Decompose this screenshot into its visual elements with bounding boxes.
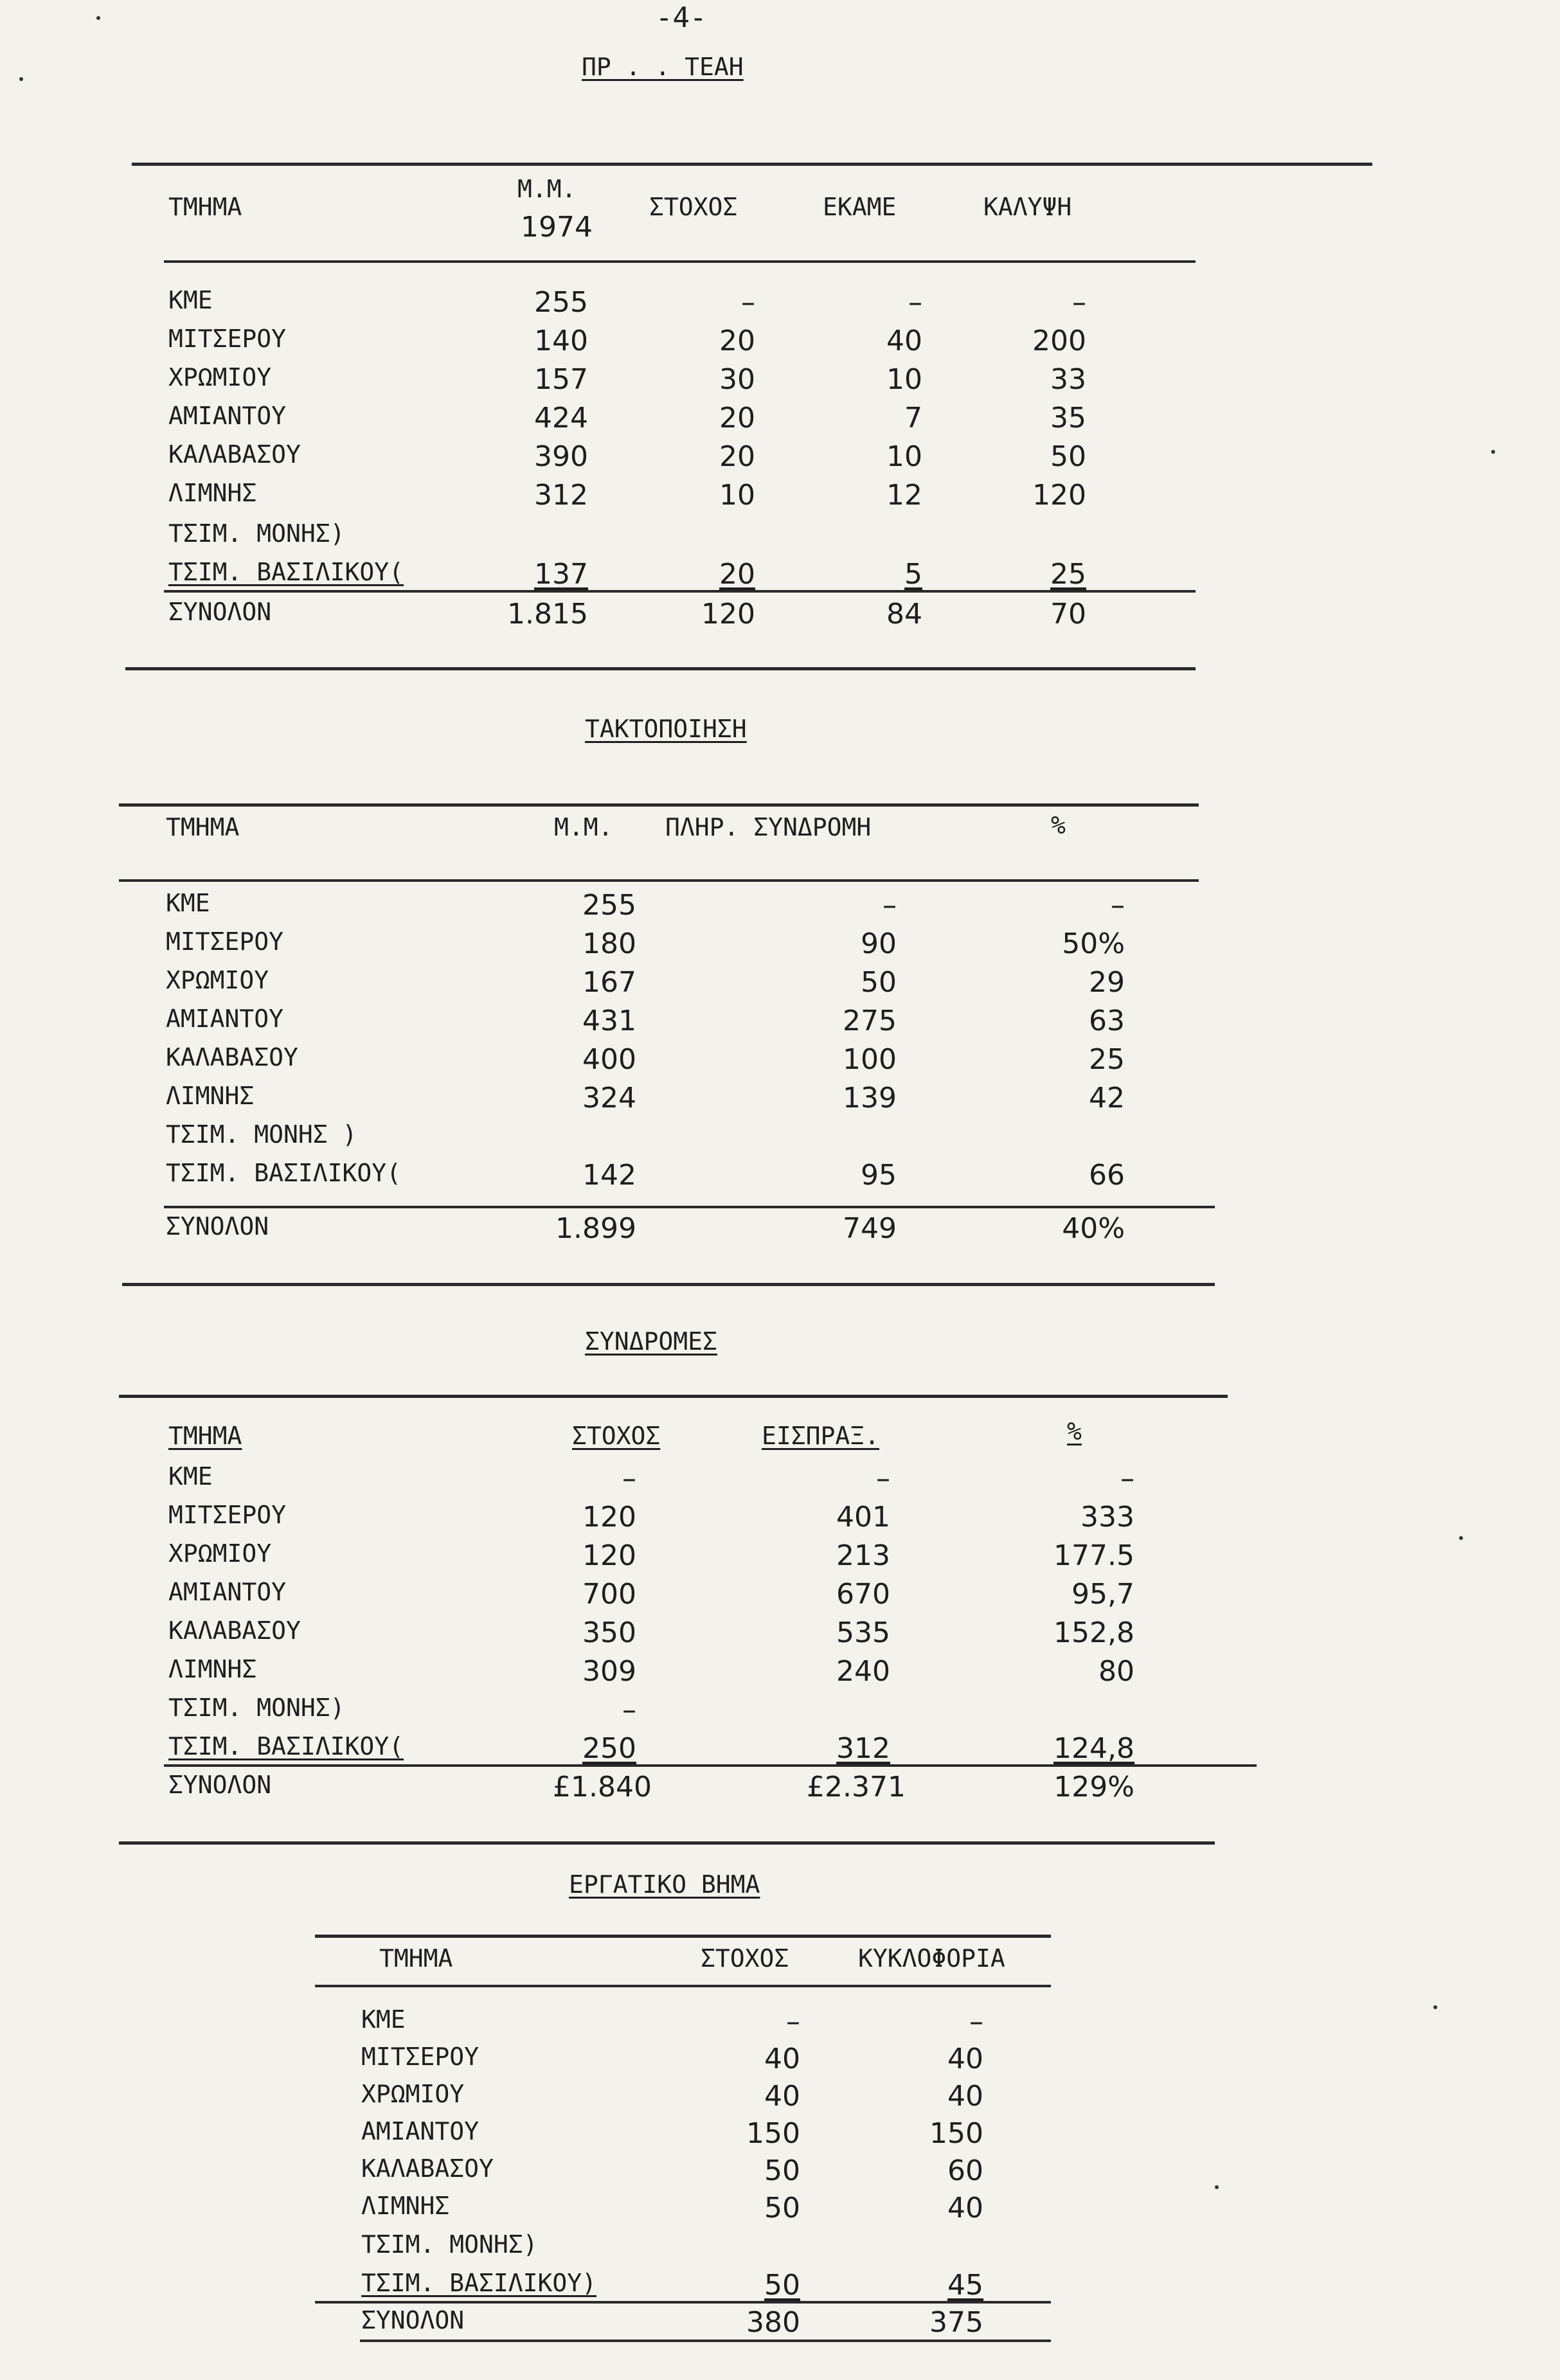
s2-row-value: 180 bbox=[582, 927, 636, 960]
s4-row-label: ΤΣΙΜ. ΜΟΝΗΣ) bbox=[361, 2230, 538, 2259]
scan-speck bbox=[1215, 2185, 1219, 2189]
s4-row-value: 50 bbox=[764, 2269, 800, 2302]
scan-speck bbox=[19, 77, 23, 81]
s3-row-value: 700 bbox=[582, 1578, 636, 1611]
s4-row-value: 40 bbox=[947, 2192, 983, 2224]
s3-top-rule bbox=[119, 1395, 1228, 1398]
s4-row-value: 40 bbox=[764, 2043, 800, 2075]
s1-row-value: – bbox=[1072, 286, 1086, 319]
s3-row-value: 213 bbox=[836, 1539, 890, 1572]
s4-row-label: ΚΜΕ bbox=[361, 2005, 406, 2034]
scan-speck bbox=[96, 16, 100, 20]
s1-row-value: 140 bbox=[534, 325, 588, 357]
s1-row-value: 50 bbox=[1050, 440, 1086, 473]
s2-header-rule bbox=[119, 879, 1199, 882]
s1-row-value: 10 bbox=[886, 363, 922, 396]
s2-row-value: 142 bbox=[582, 1159, 636, 1192]
s2-row-value: 42 bbox=[1089, 1082, 1125, 1114]
s2-row-value: 90 bbox=[861, 927, 897, 960]
s4-header-circulation: ΚΥΚΛΟΦΟΡΙΑ bbox=[858, 1944, 1005, 1973]
s1-row-value: 20 bbox=[719, 402, 755, 434]
s3-row-label: ΤΣΙΜ. ΜΟΝΗΣ) bbox=[168, 1694, 345, 1722]
s3-row-value: 535 bbox=[836, 1616, 890, 1649]
s4-bottom-rule bbox=[360, 2340, 1051, 2342]
s2-row-value: 25 bbox=[1089, 1043, 1125, 1076]
s3-row-label: ΑΜΙΑΝΤΟΥ bbox=[168, 1578, 287, 1606]
s1-row-value: 33 bbox=[1050, 363, 1086, 396]
s3-row-value: 152,8 bbox=[1053, 1616, 1134, 1649]
s3-row-value: 250 bbox=[582, 1732, 636, 1765]
s3-row-label: ΧΡΩΜΙΟΥ bbox=[168, 1539, 272, 1568]
s1-row-value: – bbox=[908, 286, 922, 319]
s2-row-value: 255 bbox=[582, 889, 636, 922]
s3-row-value: 333 bbox=[1080, 1501, 1134, 1534]
section-4-title: ΕΡΓΑΤΙΚΟ ΒΗΜΑ bbox=[569, 1870, 760, 1899]
s3-header-percent: % bbox=[1067, 1417, 1082, 1445]
s1-row-value: 10 bbox=[886, 440, 922, 473]
s1-row-value: 312 bbox=[534, 479, 588, 512]
s1-row-label: ΚΜΕ bbox=[168, 286, 213, 314]
section-1-title: ΠΡ . . ΤΕΑΗ bbox=[582, 53, 744, 81]
s1-total-label: ΣΥΝΟΛΟΝ bbox=[168, 598, 272, 626]
s3-header-dept: ΤΜΗΜΑ bbox=[168, 1422, 242, 1450]
scan-speck bbox=[1459, 1536, 1463, 1540]
s3-row-value: – bbox=[876, 1462, 890, 1495]
s4-row-value: 50 bbox=[764, 2154, 800, 2187]
s2-header-dept: ΤΜΗΜΑ bbox=[166, 813, 240, 841]
s2-row-value: 324 bbox=[582, 1082, 636, 1114]
s4-total-value: 375 bbox=[929, 2306, 983, 2339]
s3-row-label: ΛΙΜΝΗΣ bbox=[168, 1655, 257, 1683]
s3-row-label: ΚΜΕ bbox=[168, 1462, 213, 1490]
s1-row-label: ΤΣΙΜ. ΜΟΝΗΣ) bbox=[168, 519, 345, 548]
s3-total-value: 129% bbox=[1053, 1771, 1134, 1803]
section-2-title: ΤΑΚΤΟΠΟΙΗΣΗ bbox=[585, 715, 747, 743]
s4-row-value: 50 bbox=[764, 2192, 800, 2224]
s4-row-label: ΛΙΜΝΗΣ bbox=[361, 2192, 450, 2220]
s3-bottom-rule bbox=[119, 1841, 1215, 1845]
s1-total-value: 84 bbox=[886, 598, 922, 631]
s3-row-value: – bbox=[1120, 1462, 1134, 1495]
s3-row-label: ΤΣΙΜ. ΒΑΣΙΛΙΚΟΥ( bbox=[168, 1732, 404, 1760]
scan-speck bbox=[1491, 450, 1495, 454]
scan-speck bbox=[1433, 2005, 1437, 2009]
s2-row-label: ΑΜΙΑΝΤΟΥ bbox=[166, 1005, 284, 1033]
s2-row-value: 95 bbox=[861, 1159, 897, 1192]
s3-row-label: ΜΙΤΣΕΡΟΥ bbox=[168, 1501, 287, 1529]
s2-row-label: ΚΜΕ bbox=[166, 889, 210, 917]
s4-row-label: ΤΣΙΜ. ΒΑΣΙΛΙΚΟΥ) bbox=[361, 2269, 597, 2297]
s2-header-members: Μ.Μ. bbox=[554, 813, 613, 841]
s1-row-value: 120 bbox=[1032, 479, 1086, 512]
s1-row-label: ΚΑΛΑΒΑΣΟΥ bbox=[168, 440, 301, 469]
s1-row-value: 20 bbox=[719, 440, 755, 473]
s3-row-value: 120 bbox=[582, 1501, 636, 1534]
s2-row-value: 167 bbox=[582, 966, 636, 999]
s4-header-rule bbox=[315, 1985, 1051, 1987]
s2-row-value: 50 bbox=[861, 966, 897, 999]
s2-total-value: 749 bbox=[843, 1212, 897, 1245]
s1-header-done: ΕΚΑΜΕ bbox=[823, 193, 897, 221]
s4-row-value: 40 bbox=[764, 2080, 800, 2113]
s1-header-dept: ΤΜΗΜΑ bbox=[168, 193, 242, 221]
s1-row-value: 5 bbox=[904, 558, 922, 591]
s4-row-value: – bbox=[969, 2005, 983, 2038]
s2-row-label: ΛΙΜΝΗΣ bbox=[166, 1082, 255, 1110]
s1-row-value: 20 bbox=[719, 558, 755, 591]
s4-row-value: – bbox=[786, 2005, 800, 2038]
s4-row-value: 40 bbox=[947, 2080, 983, 2113]
s3-row-value: 350 bbox=[582, 1616, 636, 1649]
s3-row-value: 401 bbox=[836, 1501, 890, 1534]
s2-row-label: ΚΑΛΑΒΑΣΟΥ bbox=[166, 1043, 298, 1071]
s1-total-value: 70 bbox=[1050, 598, 1086, 631]
s4-top-rule bbox=[315, 1935, 1051, 1938]
s1-header-rule bbox=[164, 260, 1196, 263]
s2-row-label: ΜΙΤΣΕΡΟΥ bbox=[166, 927, 284, 956]
s3-row-value: 124,8 bbox=[1053, 1732, 1134, 1765]
s2-total-value: 40% bbox=[1062, 1212, 1125, 1245]
s3-row-value: 309 bbox=[582, 1655, 636, 1688]
s4-header-target: ΣΤΟΧΟΣ bbox=[701, 1944, 789, 1973]
s2-top-rule bbox=[119, 803, 1199, 807]
s3-row-value: 670 bbox=[836, 1578, 890, 1611]
s3-header-collected: ΕΙΣΠΡΑΞ. bbox=[762, 1422, 880, 1450]
s1-row-value: 157 bbox=[534, 363, 588, 396]
s3-row-value: – bbox=[622, 1694, 636, 1726]
page-number: -4- bbox=[656, 1, 707, 34]
s3-total-value: £1.840 bbox=[553, 1771, 652, 1803]
s1-row-value: 424 bbox=[534, 402, 588, 434]
s4-row-value: 60 bbox=[947, 2154, 983, 2187]
s1-row-value: 12 bbox=[886, 479, 922, 512]
s2-row-value: 100 bbox=[843, 1043, 897, 1076]
s1-row-value: 7 bbox=[904, 402, 922, 434]
s1-total-value: 120 bbox=[701, 598, 755, 631]
s4-row-value: 45 bbox=[947, 2269, 983, 2302]
s3-total-label: ΣΥΝΟΛΟΝ bbox=[168, 1771, 272, 1799]
s2-row-value: 275 bbox=[843, 1005, 897, 1037]
s2-total-rule bbox=[164, 1206, 1215, 1208]
s3-row-value: 177.5 bbox=[1053, 1539, 1134, 1572]
s1-header-year: 1974 bbox=[521, 211, 593, 244]
s3-row-label: ΚΑΛΑΒΑΣΟΥ bbox=[168, 1616, 301, 1645]
s4-row-value: 150 bbox=[929, 2117, 983, 2150]
s4-row-label: ΚΑΛΑΒΑΣΟΥ bbox=[361, 2154, 494, 2183]
s3-row-value: 240 bbox=[836, 1655, 890, 1688]
s1-total-rule bbox=[164, 590, 1196, 593]
s2-row-value: – bbox=[1111, 889, 1125, 922]
s1-row-label: ΑΜΙΑΝΤΟΥ bbox=[168, 402, 287, 430]
s3-row-value: 95,7 bbox=[1071, 1578, 1134, 1611]
s2-header-percent: % bbox=[1051, 811, 1066, 839]
s1-row-value: 137 bbox=[534, 558, 588, 591]
s3-total-rule bbox=[164, 1764, 1257, 1767]
s3-row-value: – bbox=[622, 1462, 636, 1495]
s1-header-members: Μ.Μ. bbox=[517, 175, 577, 203]
s2-bottom-rule bbox=[122, 1283, 1215, 1286]
s4-total-rule bbox=[315, 2301, 1051, 2304]
s4-row-label: ΧΡΩΜΙΟΥ bbox=[361, 2080, 465, 2108]
s2-row-value: 50% bbox=[1062, 927, 1125, 960]
s1-row-value: 30 bbox=[719, 363, 755, 396]
s3-total-value: £2.371 bbox=[807, 1771, 906, 1803]
s4-row-value: 150 bbox=[746, 2117, 800, 2150]
s4-total-label: ΣΥΝΟΛΟΝ bbox=[361, 2306, 465, 2334]
s1-bottom-rule bbox=[125, 667, 1196, 670]
s1-header-coverage: ΚΑΛΥΨΗ bbox=[983, 193, 1072, 221]
s2-row-value: 431 bbox=[582, 1005, 636, 1037]
s2-row-label: ΧΡΩΜΙΟΥ bbox=[166, 966, 269, 994]
s1-row-value: 10 bbox=[719, 479, 755, 512]
s3-row-value: 312 bbox=[836, 1732, 890, 1765]
s2-row-value: 63 bbox=[1089, 1005, 1125, 1037]
s1-row-value: 35 bbox=[1050, 402, 1086, 434]
s4-header-dept: ΤΜΗΜΑ bbox=[379, 1944, 453, 1973]
s2-header-paid: ΠΛΗΡ. ΣΥΝΔΡΟΜΗ bbox=[665, 813, 872, 841]
s1-row-value: 40 bbox=[886, 325, 922, 357]
s2-row-value: 400 bbox=[582, 1043, 636, 1076]
s2-total-value: 1.899 bbox=[555, 1212, 636, 1245]
s1-row-value: 25 bbox=[1050, 558, 1086, 591]
s2-row-label: ΤΣΙΜ. ΜΟΝΗΣ ) bbox=[166, 1120, 357, 1149]
section-3-title: ΣΥΝΔΡΟΜΕΣ bbox=[585, 1327, 717, 1356]
s1-row-label: ΧΡΩΜΙΟΥ bbox=[168, 363, 272, 391]
s4-total-value: 380 bbox=[746, 2306, 800, 2339]
s1-header-target: ΣΤΟΧΟΣ bbox=[649, 193, 738, 221]
s2-row-value: 66 bbox=[1089, 1159, 1125, 1192]
s1-row-value: – bbox=[741, 286, 755, 319]
s1-row-value: 390 bbox=[534, 440, 588, 473]
s1-top-rule bbox=[132, 163, 1372, 166]
s3-row-value: 80 bbox=[1098, 1655, 1134, 1688]
s1-row-label: ΤΣΙΜ. ΒΑΣΙΛΙΚΟΥ( bbox=[168, 558, 404, 586]
s1-row-label: ΛΙΜΝΗΣ bbox=[168, 479, 257, 507]
s2-row-label: ΤΣΙΜ. ΒΑΣΙΛΙΚΟΥ( bbox=[166, 1159, 402, 1187]
s1-row-value: 20 bbox=[719, 325, 755, 357]
s1-row-value: 255 bbox=[534, 286, 588, 319]
s2-total-label: ΣΥΝΟΛΟΝ bbox=[166, 1212, 269, 1240]
s3-header-target: ΣΤΟΧΟΣ bbox=[572, 1422, 661, 1450]
s2-row-value: – bbox=[883, 889, 897, 922]
s3-row-value: 120 bbox=[582, 1539, 636, 1572]
s4-row-label: ΜΙΤΣΕΡΟΥ bbox=[361, 2043, 480, 2071]
s4-row-value: 40 bbox=[947, 2043, 983, 2075]
s1-row-label: ΜΙΤΣΕΡΟΥ bbox=[168, 325, 287, 353]
s1-row-value: 200 bbox=[1032, 325, 1086, 357]
s4-row-label: ΑΜΙΑΝΤΟΥ bbox=[361, 2117, 480, 2145]
s2-row-value: 29 bbox=[1089, 966, 1125, 999]
s1-total-value: 1.815 bbox=[507, 598, 588, 631]
s2-row-value: 139 bbox=[843, 1082, 897, 1114]
